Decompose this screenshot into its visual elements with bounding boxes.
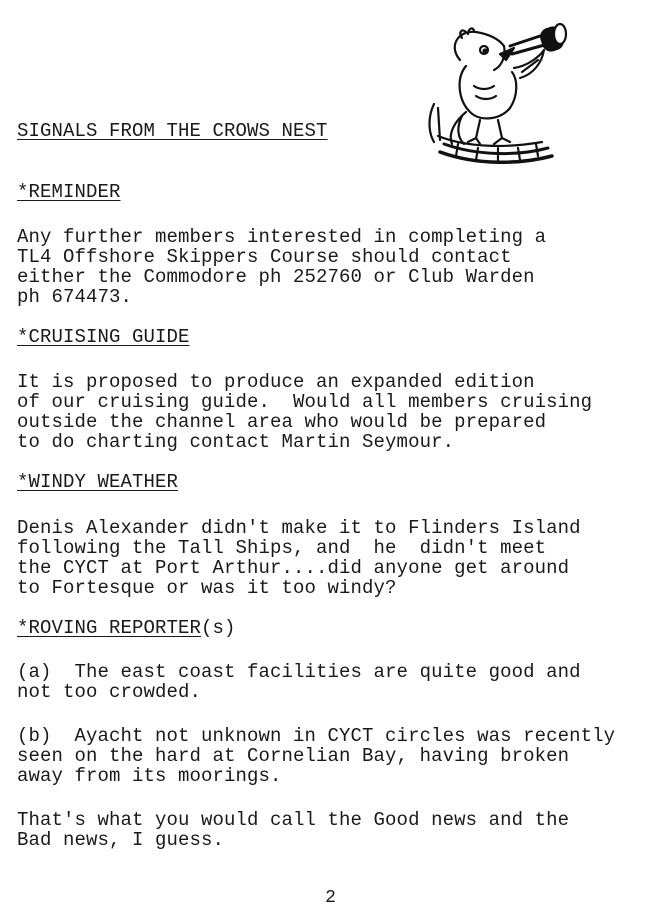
body-line: Bad news, I guess. [17, 829, 225, 851]
body-line: away from its moorings. [17, 765, 282, 787]
body-line: ph 674473. [17, 286, 133, 308]
body-line: of our cruising guide. Would all members cruising [17, 391, 593, 413]
section-body-cruising-guide [17, 372, 592, 452]
page-number: 2 [325, 888, 336, 908]
roving-item-a [17, 662, 581, 702]
body-line: following the Tall Ships, and he didn't meet [17, 537, 547, 559]
roving-item-b [17, 726, 615, 786]
body-line: the CYCT at Port Arthur....did anyone get around [17, 557, 570, 579]
section-body-windy-weather [17, 518, 581, 598]
heading-suffix: (s) [201, 617, 236, 639]
body-line: to do charting contact Martin Seymour. [17, 431, 455, 453]
body-line: Denis Alexander didn't make it to Flinders Island [17, 517, 581, 539]
heading-text: *ROVING REPORTER [17, 617, 202, 639]
body-line: (b) Ayacht not unknown in CYCT circles was recently [17, 725, 616, 747]
section-heading-windy-weather: *WINDY WEATHER [17, 471, 179, 493]
section-heading-cruising-guide: *CRUISING GUIDE [17, 326, 190, 348]
body-line: (a) The east coast facilities are quite good and [17, 661, 581, 683]
body-line: not too crowded. [17, 681, 202, 703]
section-heading-reminder: *REMINDER [17, 181, 121, 203]
page-title: SIGNALS FROM THE CROWS NEST [17, 120, 328, 142]
closing-remark [17, 810, 569, 850]
body-line: It is proposed to produce an expanded edition [17, 371, 535, 393]
section-body-reminder [17, 227, 546, 307]
crow-with-telescope-icon [418, 16, 578, 171]
section-heading-roving-reporter [17, 618, 236, 638]
body-line: to Fortesque or was it too windy? [17, 577, 397, 599]
body-line: That's what you would call the Good news and the [17, 809, 570, 831]
body-line: seen on the hard at Cornelian Bay, having broken [17, 745, 570, 767]
body-line: outside the channel area who would be prepared [17, 411, 547, 433]
body-line: Any further members interested in completing a [17, 226, 547, 248]
body-line: either the Commodore ph 252760 or Club Warden [17, 266, 535, 288]
body-line: TL4 Offshore Skippers Course should contact [17, 246, 512, 268]
